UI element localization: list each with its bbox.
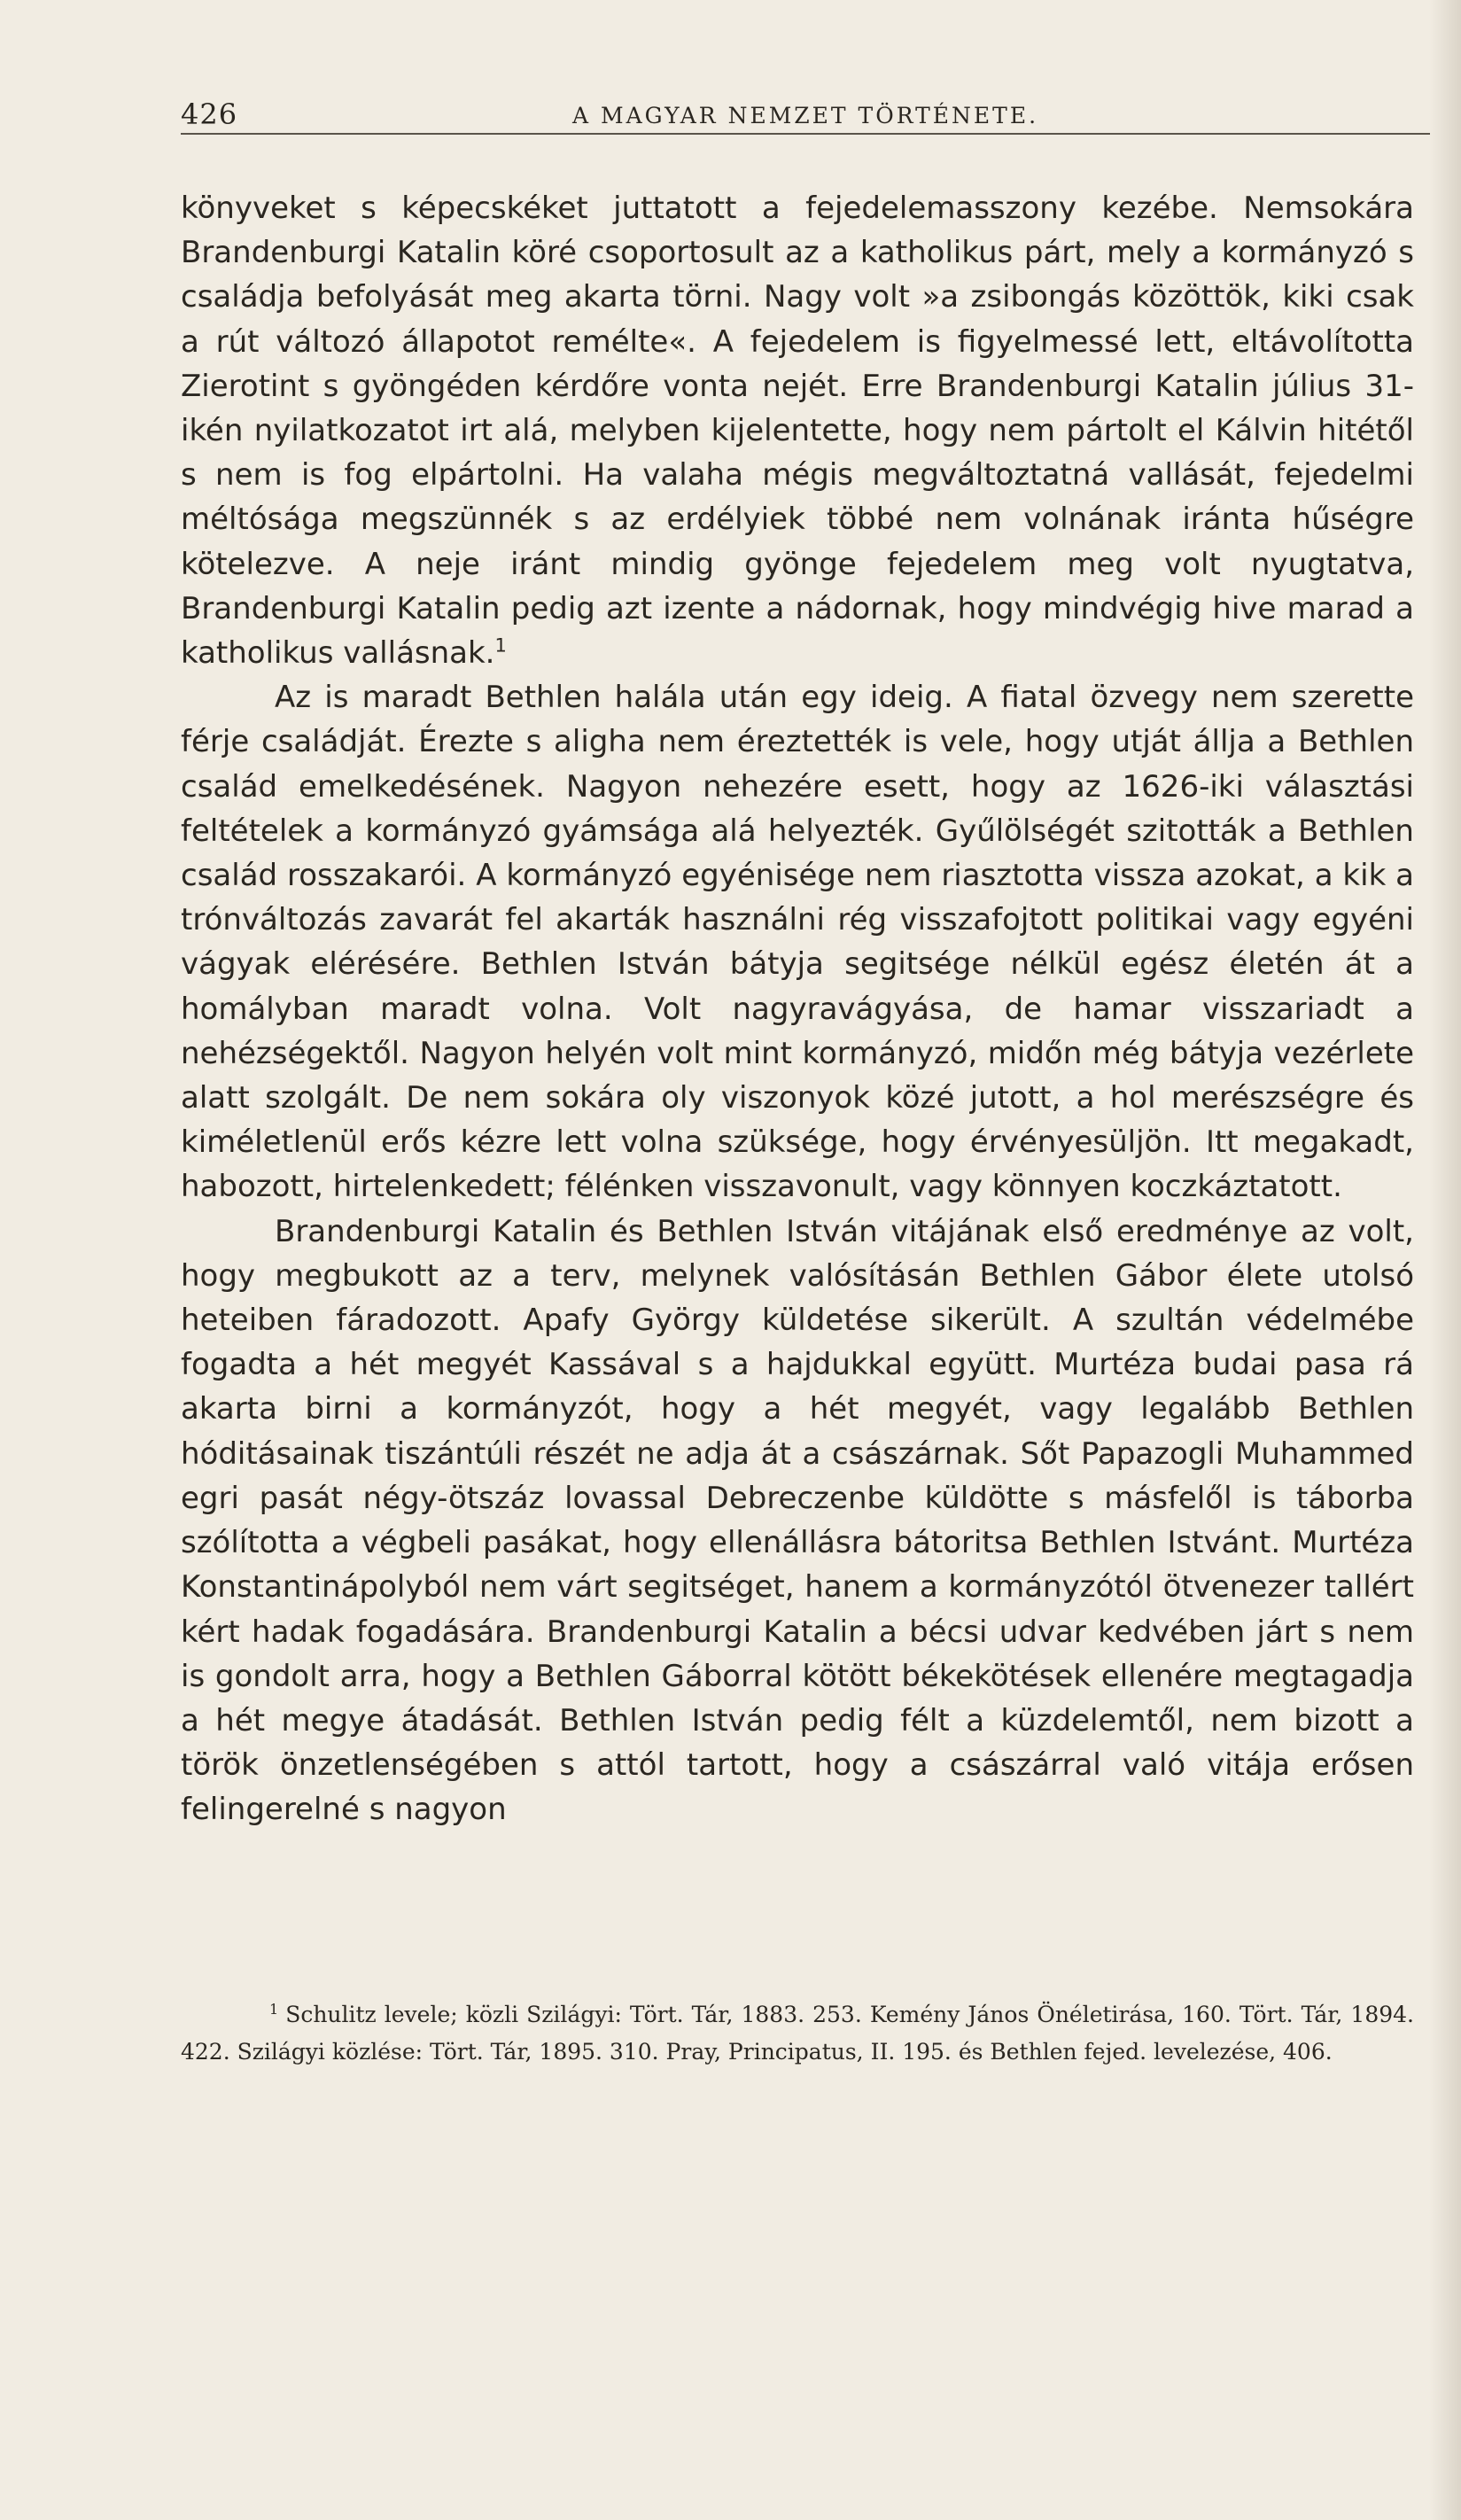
paragraph-text: Brandenburgi Katalin és Bethlen István vitájának első eredménye az volt, hogy megbukott az a terv, melynek valósításán Bethlen Gábor élete utolsó heteiben fáradozott. Apafy György küldetése sikerült. A szultán védelmébe fogadta a hét megyét Kassával s a hajdukkal együtt. Murtéza budai pasa rá akarta birni a kormányzót, hogy a hét megyét, vagy legalább Bethlen hóditásainak tiszántúli részét ne adja át a császárnak. Sőt Papazogli Muhammed egri pasát négy-ötszáz lovassal Debreczenbe küldötte s másfelől is táborba szólította a végbeli pasákat, hogy ellenállásra bátoritsa Bethlen Istvánt. Murtéza Konstantinápolyból nem várt segitséget, hanem a kormányzótól ötvenezer tallért kért hadak fogadására. Brandenburgi Katalin a bécsi udvar kedvében járt s nem is gondolt arra, hogy a Bethlen Gáborral kötött békekötések ellenére megtagadja a hét megye átadását. Bethlen István pedig félt a küzdelemtől, nem bizott a török önzetlenségében s attól tartott, hogy a császárral való vitája erősen felingerelné s nagyon [181,1213,1414,1828]
paragraph-2 [181,675,1414,1209]
page-number: 426 [181,97,238,131]
footnote-marker: 1 [269,2000,279,2018]
footnote-reference: 1 [494,634,507,657]
paragraph-text: könyveket s képecskéket juttatott a fejedelemasszony kezébe. Nemsokára Brandenburgi Katalin köré csoportosult az a katholikus párt, mely a kormányzó s családja befolyását meg akarta törni. Nagy volt »a zsibongás közöttök, kiki csak a rút változó állapotot remélte«. A fejedelem is figyelmessé lett, eltávolította Zierotint s gyöngéden kérdőre vonta nejét. Erre Brandenburgi Katalin július 31-ikén nyilatkozatot irt alá, melyben kijelentette, hogy nem pártolt el Kálvin hitétől s nem is fog elpártolni. Ha valaha mégis megváltoztatná vallását, fejedelmi méltósága megszünnék s az erdélyiek többé nem volnának iránta hűségre kötelezve. A neje iránt mindig gyönge fejedelem meg volt nyugtatva, Brandenburgi Katalin pedig azt izente a nádornak, hogy mindvégig hive marad a katholikus vallásnak. [181,191,1414,672]
paragraph-3 [181,1209,1414,1832]
page-edge-shadow [1429,0,1461,2520]
running-title: A MAGYAR NEMZET TÖRTÉNETE. [572,103,1039,128]
running-header [181,96,1430,135]
body-text [181,186,1414,1832]
footnote-text: Schulitz levele; közli Szilágyi: Tört. Tár, 1883. 253. Kemény János Önéletirása, 160. Tört. Tár, 1894. 422. Szilágyi közlése: Tört. Tár, 1895. 310. Pray, Principatus, II. 195. és Bethlen fejed. levelezése, 406. [181,2002,1414,2065]
footnotes [181,1996,1414,2071]
paragraph-1 [181,186,1414,675]
footnote-1 [181,1996,1414,2071]
paragraph-text: Az is maradt Bethlen halála után egy ideig. A fiatal özvegy nem szerette férje családját. Érezte s aligha nem éreztették is vele, hogy utját állja a Bethlen család emelkedésének. Nagyon nehezére esett, hogy az 1626-iki választási feltételek a kormányzó gyámsága alá helyezték. Gyűlölségét szitották a Bethlen család rosszakarói. A kormányzó egyénisége nem riasztotta vissza azokat, a kik a trónváltozás zavarát fel akarták használni rég visszafojtott politikai vagy egyéni vágyak elérésére. Bethlen István bátyja segitsége nélkül egész életén át a homályban maradt volna. Volt nagyravágyása, de hamar visszariadt a nehézségektől. Nagyon helyén volt mint kormányzó, midőn még bátyja vezérlete alatt szolgált. De nem sokára oly viszonyok közé jutott, a hol merészségre és kiméletlenül erős kézre lett volna szüksége, hogy érvényesüljön. Itt megakadt, habozott, hirtelenkedett; félénken visszavonult, vagy könnyen koczkáztatott. [181,680,1414,1205]
